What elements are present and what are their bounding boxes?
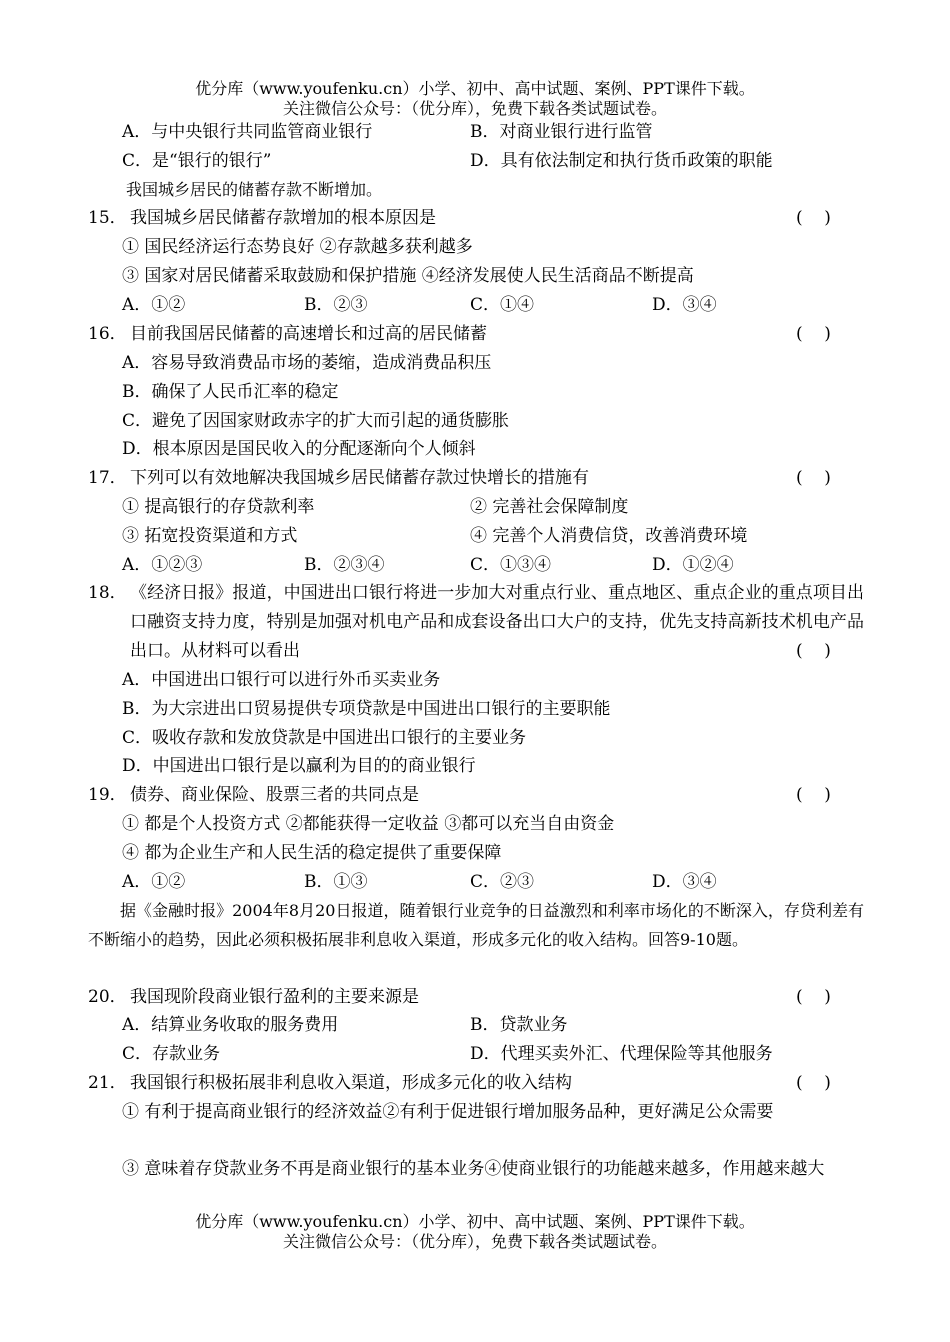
q15-answer-blank: ( ) [796,208,831,228]
q14-option-c: C．是“银行的银行” [122,151,272,171]
q16-stem: 目前我国居民储蓄的高速增长和过高的居民储蓄 [130,324,487,344]
q17-statement-3: ③ 拓宽投资渠道和方式 [122,526,298,546]
q16-answer-blank: ( ) [796,324,831,344]
q19-answer-blank: ( ) [796,785,831,805]
intro-savings: 我国城乡居民的储蓄存款不断增加。 [126,180,383,199]
q15-stem: 我国城乡居民储蓄存款增加的根本原因是 [130,208,436,228]
q17-answer-blank: ( ) [796,468,831,488]
q20-option-c: C．存款业务 [122,1044,221,1064]
q17-statement-4: ④ 完善个人消费信贷，改善消费环境 [470,526,748,546]
q19-option-a: A．①② [122,872,186,892]
q14-option-b: B．对商业银行进行监管 [470,122,653,142]
q17-option-a: A．①②③ [122,555,203,575]
footer-line-2: 关注微信公众号：（优分库），免费下载各类试题试卷。 [282,1232,667,1251]
q19-number: 19． [88,785,127,805]
q17-option-d: D．①②④ [652,555,734,575]
q15-statement-1: ① 国民经济运行态势良好 ②存款越多获利越多 [122,237,473,257]
q17-stem: 下列可以有效地解决我国城乡居民储蓄存款过快增长的措施有 [130,468,589,488]
q18-option-c: C．吸收存款和发放贷款是中国进出口银行的主要业务 [122,728,527,748]
q20-answer-blank: ( ) [796,987,831,1007]
q16-option-b: B．确保了人民币汇率的稳定 [122,382,339,402]
q15-number: 15． [88,208,127,228]
q17-statement-2: ② 完善社会保障制度 [470,497,629,517]
q19-stem: 债券、商业保险、股票三者的共同点是 [130,785,419,805]
q21-statement-2: ③ 意味着存贷款业务不再是商业银行的基本业务④使商业银行的功能越来越多，作用越来越大 [122,1159,825,1179]
q16-option-d: D．根本原因是国民收入的分配逐渐向个人倾斜 [122,439,476,459]
q15-option-a: A．①② [122,295,186,315]
q21-stem: 我国银行积极拓展非利息收入渠道，形成多元化的收入结构 [130,1073,572,1093]
q20-option-b: B．贷款业务 [470,1015,568,1035]
q17-option-b: B．②③④ [304,555,385,575]
intro-paragraph: 据《金融时报》2004年8月20日报道，随着银行业竞争的日益激烈和利率市场化的不断深入，存贷利差有不断缩小的趋势，因此必须积极拓展非利息收入渠道，形成多元化的收入结构。回答9-10题。 [88,901,864,949]
q18-number: 18． [88,583,127,603]
q18-option-d: D．中国进出口银行是以赢利为目的的商业银行 [122,756,476,776]
q16-number: 16． [88,324,127,344]
q21-number: 21． [88,1073,127,1093]
q15-option-d: D．③④ [652,295,717,315]
q19-statement-2: ④ 都为企业生产和人民生活的稳定提供了重要保障 [122,843,502,863]
q15-option-c: C．①④ [470,295,535,315]
q15-option-b: B．②③ [304,295,368,315]
q20-number: 20． [88,987,127,1007]
q18-option-b: B．为大宗进出口贸易提供专项贷款是中国进出口银行的主要职能 [122,699,611,719]
q16-option-c: C．避免了因国家财政赤字的扩大而引起的通货膨胀 [122,411,510,431]
q21-answer-blank: ( ) [796,1073,831,1093]
q14-option-d: D．具有依法制定和执行货币政策的职能 [470,151,773,171]
q19-option-d: D．③④ [652,872,717,892]
q17-statement-1: ① 提高银行的存贷款利率 [122,497,315,517]
q17-number: 17． [88,468,127,488]
footer-line-1: 优分库（www.youfenku.cn）小学、初中、高中试题、案例、PPT课件下载。 [195,1212,755,1231]
header-line-2: 关注微信公众号：（优分库），免费下载各类试题试卷。 [282,99,667,118]
q18-option-a: A．中国进出口银行可以进行外币买卖业务 [122,670,441,690]
q16-option-a: A．容易导致消费品市场的萎缩，造成消费品积压 [122,353,492,373]
q18-answer-blank: ( ) [796,641,831,661]
q18-stem: 《经济日报》报道，中国进出口银行将进一步加大对重点行业、重点地区、重点企业的重点项目出口融资支持力度，特别是加强对机电产品和成套设备出口大户的支持，优先支持高新技术机电产品出口。从材料可以看出 [130,583,864,661]
q21-statement-1: ① 有利于提高商业银行的经济效益②有利于促进银行增加服务品种，更好满足公众需要 [122,1102,774,1122]
q19-option-c: C．②③ [470,872,535,892]
header-line-1: 优分库（www.youfenku.cn）小学、初中、高中试题、案例、PPT课件下载。 [195,79,755,98]
q14-option-a: A．与中央银行共同监管商业银行 [122,122,373,142]
q15-statement-2: ③ 国家对居民储蓄采取鼓励和保护措施 ④经济发展使人民生活商品不断提高 [122,266,694,286]
q19-statement-1: ① 都是个人投资方式 ②都能获得一定收益 ③都可以充当自由资金 [122,814,615,834]
q20-option-d: D．代理买卖外汇、代理保险等其他服务 [470,1044,773,1064]
q17-option-c: C．①③④ [470,555,552,575]
q19-option-b: B．①③ [304,872,368,892]
q20-option-a: A．结算业务收取的服务费用 [122,1015,339,1035]
q20-stem: 我国现阶段商业银行盈利的主要来源是 [130,987,419,1007]
